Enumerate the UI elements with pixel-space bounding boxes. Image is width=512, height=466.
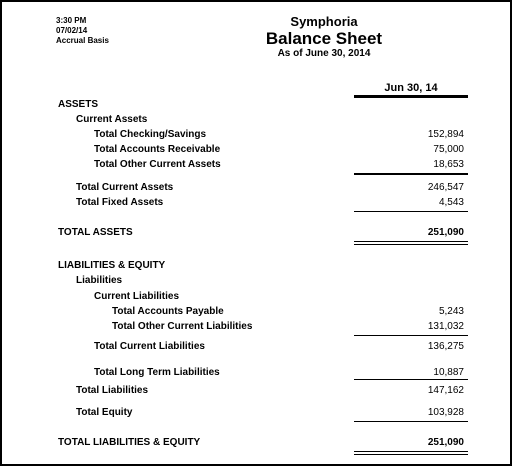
- section-assets: ASSETS: [58, 99, 99, 110]
- row-other-current-liabilities-value: 131,032: [427, 321, 464, 332]
- group-current-assets: Current Assets: [76, 114, 148, 125]
- column-header-rule: [354, 95, 468, 98]
- row-long-term-liabilities-value: 10,887: [433, 367, 464, 378]
- row-total-current-liabilities-value: 136,275: [427, 341, 464, 352]
- subtotal-rule: [354, 335, 468, 336]
- row-accounts-payable-label: Total Accounts Payable: [112, 306, 224, 317]
- row-total-assets-value: 251,090: [427, 227, 464, 238]
- row-total-equity-value: 103,928: [427, 407, 464, 418]
- report-basis: Accrual Basis: [56, 36, 109, 45]
- row-accounts-payable-value: 5,243: [438, 306, 464, 317]
- row-total-liabilities-equity-value: 251,090: [427, 437, 464, 448]
- report-time: 3:30 PM: [56, 16, 87, 25]
- subtotal-rule: [354, 173, 468, 175]
- subtotal-rule: [354, 379, 468, 380]
- row-total-equity-label: Total Equity: [76, 407, 133, 418]
- column-header: Jun 30, 14: [384, 82, 438, 94]
- row-total-fixed-assets-value: 4,543: [438, 197, 464, 208]
- row-total-fixed-assets-label: Total Fixed Assets: [76, 197, 164, 208]
- row-other-current-assets-label: Total Other Current Assets: [94, 159, 221, 170]
- row-long-term-liabilities-label: Total Long Term Liabilities: [94, 367, 220, 378]
- row-accounts-receivable-value: 75,000: [433, 144, 464, 155]
- row-other-current-assets-value: 18,653: [433, 159, 464, 170]
- row-total-liabilities-label: Total Liabilities: [76, 385, 149, 396]
- row-accounts-receivable-label: Total Accounts Receivable: [94, 144, 221, 155]
- group-current-liabilities: Current Liabilities: [94, 291, 180, 302]
- row-total-liabilities-equity-label: TOTAL LIABILITIES & EQUITY: [58, 437, 201, 448]
- row-checking-savings-label: Total Checking/Savings: [94, 129, 207, 140]
- row-total-liabilities-value: 147,162: [427, 385, 464, 396]
- company-name: Symphoria: [290, 14, 358, 29]
- row-checking-savings-value: 152,894: [427, 129, 464, 140]
- double-rule-top: [354, 451, 468, 452]
- subtotal-rule: [354, 421, 468, 422]
- row-total-current-assets-value: 246,547: [427, 182, 464, 193]
- row-total-current-assets-label: Total Current Assets: [76, 182, 174, 193]
- double-rule-top: [354, 241, 468, 242]
- double-rule-bottom: [354, 454, 468, 455]
- group-liabilities: Liabilities: [76, 275, 123, 286]
- row-other-current-liabilities-label: Total Other Current Liabilities: [112, 321, 253, 332]
- row-total-assets-label: TOTAL ASSETS: [58, 227, 133, 238]
- report-meta: [56, 16, 109, 46]
- subtotal-rule: [354, 211, 468, 212]
- double-rule-bottom: [354, 244, 468, 245]
- report-date: 07/02/14: [56, 26, 88, 35]
- report-as-of: As of June 30, 2014: [277, 48, 371, 59]
- row-total-current-liabilities-label: Total Current Liabilities: [94, 341, 205, 352]
- section-liabilities-equity: LIABILITIES & EQUITY: [58, 260, 166, 271]
- report-title: Balance Sheet: [265, 29, 383, 48]
